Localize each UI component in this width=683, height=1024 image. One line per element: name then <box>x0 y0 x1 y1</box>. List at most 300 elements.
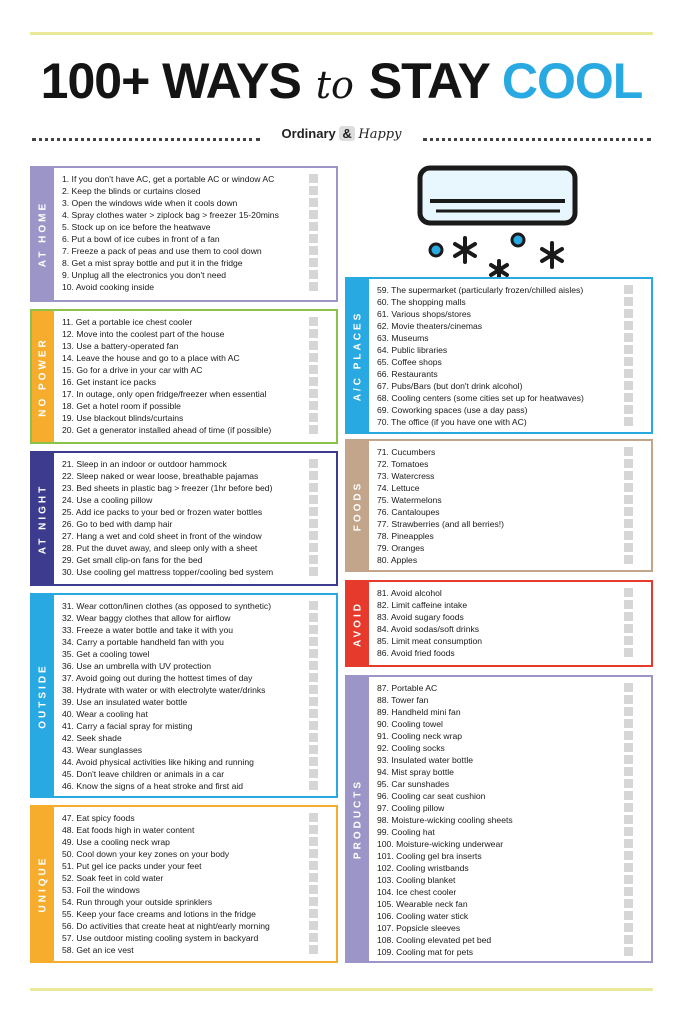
title-part2: STAY <box>368 53 489 109</box>
checkbox[interactable] <box>624 875 633 884</box>
checkbox[interactable] <box>624 309 633 318</box>
checklist-item <box>62 660 318 672</box>
section-outside <box>30 593 338 798</box>
checklist-item-text: 103. Cooling blanket <box>377 875 456 885</box>
checklist-item <box>62 872 318 884</box>
checkbox[interactable] <box>309 507 318 516</box>
checklist-item <box>377 718 633 730</box>
checklist-item <box>377 416 633 428</box>
checklist-item-text: 51. Put gel ice packs under your feet <box>62 861 202 871</box>
checkbox[interactable] <box>309 329 318 338</box>
section-at-home <box>30 166 338 302</box>
checkbox[interactable] <box>309 885 318 894</box>
checkbox[interactable] <box>624 588 633 597</box>
checklist <box>377 446 633 566</box>
checkbox[interactable] <box>624 719 633 728</box>
checklist-item-text: 83. Avoid sugary foods <box>377 612 464 622</box>
checkbox[interactable] <box>624 827 633 836</box>
section-avoid <box>345 580 653 667</box>
checkbox[interactable] <box>309 270 318 279</box>
title-part1: 100+ WAYS <box>40 53 301 109</box>
checklist-item-text: 62. Movie theaters/cinemas <box>377 321 483 331</box>
checkbox[interactable] <box>309 637 318 646</box>
checklist-item-text: 19. Use blackout blinds/curtains <box>62 413 184 423</box>
checklist-item-text: 101. Cooling gel bra inserts <box>377 851 482 861</box>
checkbox[interactable] <box>309 222 318 231</box>
checkbox[interactable] <box>309 601 318 610</box>
checklist-item-text: 89. Handheld mini fan <box>377 707 461 717</box>
checkbox[interactable] <box>309 745 318 754</box>
checkbox[interactable] <box>309 861 318 870</box>
checklist-item-text: 63. Museums <box>377 333 429 343</box>
checkbox[interactable] <box>309 873 318 882</box>
checklist-item-text: 41. Carry a facial spray for misting <box>62 721 193 731</box>
checklist-item <box>62 848 318 860</box>
checklist-item <box>62 245 318 257</box>
checklist <box>62 316 318 436</box>
checklist-item-text: 10. Avoid cooking inside <box>62 282 155 292</box>
checkbox[interactable] <box>624 815 633 824</box>
checkbox[interactable] <box>309 377 318 386</box>
checklist-item <box>377 587 633 599</box>
checkbox[interactable] <box>309 317 318 326</box>
checklist-item-text: 37. Avoid going out during the hottest times of day <box>62 673 253 683</box>
checkbox[interactable] <box>624 393 633 402</box>
checklist-item-text: 71. Cucumbers <box>377 447 436 457</box>
checklist-item <box>377 790 633 802</box>
checklist-item-text: 8. Get a mist spray bottle and put it in the fridge <box>62 258 243 268</box>
checklist-item <box>62 221 318 233</box>
checklist-item <box>377 296 633 308</box>
checkbox[interactable] <box>624 333 633 342</box>
checkbox[interactable] <box>624 471 633 480</box>
checklist-item-text: 109. Cooling mat for pets <box>377 947 474 957</box>
checklist-item <box>377 356 633 368</box>
checkbox[interactable] <box>309 649 318 658</box>
checkbox[interactable] <box>624 405 633 414</box>
checkbox[interactable] <box>624 495 633 504</box>
checkbox[interactable] <box>624 447 633 456</box>
section-products <box>345 675 653 963</box>
checkbox[interactable] <box>309 933 318 942</box>
checklist-item <box>62 732 318 744</box>
checklist-item <box>62 388 318 400</box>
checklist-item-text: 92. Cooling socks <box>377 743 445 753</box>
checkbox[interactable] <box>624 381 633 390</box>
checklist-item <box>377 542 633 554</box>
checkbox[interactable] <box>309 781 318 790</box>
checkbox[interactable] <box>624 507 633 516</box>
checkbox[interactable] <box>309 365 318 374</box>
checkbox[interactable] <box>309 709 318 718</box>
checkbox[interactable] <box>309 246 318 255</box>
checklist-item-text: 43. Wear sunglasses <box>62 745 143 755</box>
checklist <box>377 284 633 428</box>
checkbox[interactable] <box>309 282 318 291</box>
checklist-item-text: 28. Put the duvet away, and sleep only with a sheet <box>62 543 258 553</box>
checklist-item-text: 34. Carry a portable handheld fan with you <box>62 637 224 647</box>
checklist-item-text: 18. Get a hotel room if possible <box>62 401 181 411</box>
checkbox[interactable] <box>624 483 633 492</box>
checklist-item-text: 104. Ice chest cooler <box>377 887 457 897</box>
checklist-item-text: 88. Tower fan <box>377 695 429 705</box>
checklist-item <box>62 269 318 281</box>
checklist-item <box>377 838 633 850</box>
checklist-item <box>377 874 633 886</box>
checklist-item <box>62 860 318 872</box>
top-rule <box>30 32 653 35</box>
checkbox[interactable] <box>309 531 318 540</box>
checklist-item <box>377 332 633 344</box>
checklist-item <box>377 392 633 404</box>
air-conditioner-icon <box>410 165 580 280</box>
checkbox[interactable] <box>309 661 318 670</box>
checklist-item-text: 38. Hydrate with water or with electrolyte water/drinks <box>62 685 266 695</box>
checklist-item <box>377 898 633 910</box>
checklist-item-text: 106. Cooling water stick <box>377 911 469 921</box>
checklist-item-text: 35. Get a cooling towel <box>62 649 150 659</box>
checkbox[interactable] <box>309 921 318 930</box>
checklist-item-text: 21. Sleep in an indoor or outdoor hammock <box>62 459 227 469</box>
checklist-item <box>377 470 633 482</box>
checkbox[interactable] <box>309 769 318 778</box>
checkbox[interactable] <box>309 210 318 219</box>
section-tab <box>32 807 54 961</box>
section-title: FOODS <box>352 480 364 531</box>
checkbox[interactable] <box>309 555 318 564</box>
checklist-item <box>62 328 318 340</box>
checklist-item <box>62 624 318 636</box>
checkbox[interactable] <box>309 757 318 766</box>
section-title: AT HOME <box>37 200 49 268</box>
checklist-item <box>62 612 318 624</box>
checklist-item-text: 55. Keep your face creams and lotions in the fridge <box>62 909 256 919</box>
checkbox[interactable] <box>624 297 633 306</box>
checklist-item-text: 102. Cooling wristbands <box>377 863 469 873</box>
checklist-item <box>377 458 633 470</box>
checklist-item <box>62 708 318 720</box>
checkbox[interactable] <box>309 945 318 954</box>
checklist-item <box>377 647 633 659</box>
checkbox[interactable] <box>309 198 318 207</box>
checkbox[interactable] <box>624 863 633 872</box>
checklist-item <box>62 364 318 376</box>
checkbox[interactable] <box>309 389 318 398</box>
checkbox[interactable] <box>624 369 633 378</box>
checklist <box>62 600 318 792</box>
section-title: AVOID <box>352 600 364 647</box>
checklist-item-text: 78. Pineapples <box>377 531 434 541</box>
checkbox[interactable] <box>309 174 318 183</box>
checklist-item-text: 49. Use a cooling neck wrap <box>62 837 170 847</box>
section-title: AT NIGHT <box>37 483 49 554</box>
checklist-item <box>377 730 633 742</box>
checklist-item-text: 73. Watercress <box>377 471 435 481</box>
checkbox[interactable] <box>309 733 318 742</box>
checkbox[interactable] <box>309 685 318 694</box>
checklist-item-text: 70. The office (if you have one with AC) <box>377 417 527 427</box>
checklist-item <box>62 896 318 908</box>
checklist-item-text: 36. Use an umbrella with UV protection <box>62 661 212 671</box>
checkbox[interactable] <box>309 697 318 706</box>
checkbox[interactable] <box>624 531 633 540</box>
checklist-item <box>377 368 633 380</box>
checklist-item <box>62 209 318 221</box>
checklist-item-text: 48. Eat foods high in water content <box>62 825 195 835</box>
checkbox[interactable] <box>624 779 633 788</box>
checklist-item <box>62 696 318 708</box>
checklist-item <box>62 340 318 352</box>
checklist-item-text: 7. Freeze a pack of peas and use them to cool down <box>62 246 262 256</box>
checklist-item-text: 16. Get instant ice packs <box>62 377 157 387</box>
checklist-item <box>377 766 633 778</box>
checklist-item <box>377 554 633 566</box>
checklist-item <box>377 754 633 766</box>
checklist-item-text: 32. Wear baggy clothes that allow for airflow <box>62 613 231 623</box>
checklist-item <box>62 600 318 612</box>
checklist-item-text: 84. Avoid sodas/soft drinks <box>377 624 480 634</box>
checkbox[interactable] <box>624 707 633 716</box>
checkbox[interactable] <box>309 825 318 834</box>
checklist-item <box>62 281 318 293</box>
checkbox[interactable] <box>309 567 318 576</box>
section-tab <box>347 677 369 961</box>
checklist-item <box>377 742 633 754</box>
section-tab <box>347 279 369 432</box>
checklist-item <box>62 812 318 824</box>
checklist-item-text: 74. Lettuce <box>377 483 420 493</box>
checkbox[interactable] <box>624 543 633 552</box>
checklist-item-text: 86. Avoid fried foods <box>377 648 455 658</box>
checklist-item-text: 67. Pubs/Bars (but don't drink alcohol) <box>377 381 523 391</box>
checklist-item <box>377 320 633 332</box>
checklist-item-text: 54. Run through your outside sprinklers <box>62 897 212 907</box>
checkbox[interactable] <box>624 695 633 704</box>
checklist-item-text: 90. Cooling towel <box>377 719 443 729</box>
checklist <box>62 173 318 293</box>
dotted-divider-right <box>423 138 651 141</box>
checklist-item-text: 31. Wear cotton/linen clothes (as opposed to synthetic) <box>62 601 272 611</box>
checkbox[interactable] <box>624 899 633 908</box>
checklist-item <box>377 850 633 862</box>
checklist-item <box>62 648 318 660</box>
checklist-item <box>377 826 633 838</box>
checkbox[interactable] <box>624 851 633 860</box>
checklist-item <box>377 308 633 320</box>
checkbox[interactable] <box>309 258 318 267</box>
checklist-item <box>377 494 633 506</box>
checklist-item <box>377 344 633 356</box>
checklist-item-text: 23. Bed sheets in plastic bag > freezer (1hr before bed) <box>62 483 273 493</box>
checklist-item-text: 61. Various shops/stores <box>377 309 471 319</box>
checkbox[interactable] <box>309 425 318 434</box>
checkbox[interactable] <box>624 755 633 764</box>
checklist-item-text: 33. Freeze a water bottle and take it with you <box>62 625 234 635</box>
checklist-item-text: 27. Hang a wet and cold sheet in front of the window <box>62 531 262 541</box>
section-no-power <box>30 309 338 444</box>
checklist-item <box>377 611 633 623</box>
checklist-item-text: 13. Use a battery-operated fan <box>62 341 179 351</box>
checklist <box>62 458 318 578</box>
checklist-item <box>62 542 318 554</box>
checkbox[interactable] <box>624 935 633 944</box>
checklist-item-text: 64. Public libraries <box>377 345 448 355</box>
checklist-item <box>62 824 318 836</box>
checklist-item <box>377 934 633 946</box>
checklist-item-text: 52. Soak feet in cold water <box>62 873 164 883</box>
checklist-item-text: 53. Foil the windows <box>62 885 140 895</box>
checklist-item <box>377 814 633 826</box>
checkbox[interactable] <box>624 321 633 330</box>
checklist-item-text: 60. The shopping malls <box>377 297 466 307</box>
checklist-item <box>62 684 318 696</box>
checklist-item-text: 20. Get a generator installed ahead of time (if possible) <box>62 425 272 435</box>
checklist-item-text: 99. Cooling hat <box>377 827 435 837</box>
checkbox[interactable] <box>309 471 318 480</box>
checkbox[interactable] <box>309 186 318 195</box>
checkbox[interactable] <box>309 909 318 918</box>
checkbox[interactable] <box>624 285 633 294</box>
checkbox[interactable] <box>624 459 633 468</box>
checkbox[interactable] <box>624 624 633 633</box>
title-to: to <box>315 63 354 107</box>
checkbox[interactable] <box>309 495 318 504</box>
checklist-item-text: 81. Avoid alcohol <box>377 588 442 598</box>
checklist-item <box>377 886 633 898</box>
checkbox[interactable] <box>309 543 318 552</box>
checkbox[interactable] <box>624 600 633 609</box>
checklist-item <box>62 352 318 364</box>
checklist-item-text: 76. Cantaloupes <box>377 507 440 517</box>
checkbox[interactable] <box>309 353 318 362</box>
checklist-item-text: 56. Do activities that create heat at night/early morning <box>62 921 270 931</box>
brand-amp: & <box>339 126 354 141</box>
checkbox[interactable] <box>309 849 318 858</box>
checkbox[interactable] <box>624 743 633 752</box>
checkbox[interactable] <box>309 459 318 468</box>
checklist-item <box>377 694 633 706</box>
checkbox[interactable] <box>309 613 318 622</box>
checklist-item-text: 59. The supermarket (particularly frozen/chilled aisles) <box>377 285 584 295</box>
checkbox[interactable] <box>309 813 318 822</box>
checkbox[interactable] <box>624 612 633 621</box>
checklist-item-text: 2. Keep the blinds or curtains closed <box>62 186 201 196</box>
checkbox[interactable] <box>309 897 318 906</box>
checklist-item-text: 98. Moisture-wicking cooling sheets <box>377 815 513 825</box>
checklist-item-text: 39. Use an insulated water bottle <box>62 697 188 707</box>
checklist-item-text: 42. Seek shade <box>62 733 122 743</box>
checklist-item <box>62 908 318 920</box>
checklist-item-text: 80. Apples <box>377 555 418 565</box>
checklist-item-text: 68. Cooling centers (some cities set up for heatwaves) <box>377 393 584 403</box>
checkbox[interactable] <box>624 923 633 932</box>
checklist-item <box>62 494 318 506</box>
checklist-item-text: 6. Put a bowl of ice cubes in front of a fan <box>62 234 220 244</box>
checklist-item-text: 100. Moisture-wicking underwear <box>377 839 504 849</box>
checkbox[interactable] <box>624 683 633 692</box>
brand-happy: Happy <box>358 127 402 142</box>
checkbox[interactable] <box>624 767 633 776</box>
checkbox[interactable] <box>309 401 318 410</box>
checklist-item-text: 79. Oranges <box>377 543 425 553</box>
checkbox[interactable] <box>624 417 633 426</box>
dotted-divider-left <box>32 138 260 141</box>
section-foods <box>345 439 653 572</box>
checklist-item <box>377 380 633 392</box>
checkbox[interactable] <box>624 555 633 564</box>
checkbox[interactable] <box>309 234 318 243</box>
checkbox[interactable] <box>624 791 633 800</box>
checkbox[interactable] <box>309 483 318 492</box>
checklist-item-text: 5. Stock up on ice before the heatwave <box>62 222 211 232</box>
checklist-item <box>377 802 633 814</box>
checklist-item <box>377 862 633 874</box>
checkbox[interactable] <box>309 673 318 682</box>
checklist-item-text: 44. Avoid physical activities like hiking and running <box>62 757 254 767</box>
checkbox[interactable] <box>624 519 633 528</box>
checklist-item-text: 24. Use a cooling pillow <box>62 495 153 505</box>
checklist-item <box>62 932 318 944</box>
checkbox[interactable] <box>624 648 633 657</box>
checkbox[interactable] <box>309 341 318 350</box>
checkbox[interactable] <box>309 413 318 422</box>
checklist-item-text: 75. Watermelons <box>377 495 442 505</box>
checkbox[interactable] <box>624 947 633 956</box>
checkbox[interactable] <box>624 911 633 920</box>
checkbox[interactable] <box>624 636 633 645</box>
checklist-item <box>62 506 318 518</box>
checkbox[interactable] <box>624 887 633 896</box>
brand-ordinary: Ordinary <box>281 126 336 141</box>
checkbox[interactable] <box>309 837 318 846</box>
section-tab <box>347 582 369 665</box>
section-title: PRODUCTS <box>352 778 364 860</box>
checklist-item <box>62 424 318 436</box>
checkbox[interactable] <box>309 625 318 634</box>
checklist-item-text: 95. Car sunshades <box>377 779 450 789</box>
checkbox[interactable] <box>624 803 633 812</box>
checklist-item <box>62 458 318 470</box>
checklist-item-text: 87. Portable AC <box>377 683 438 693</box>
checklist-item <box>62 412 318 424</box>
checkbox[interactable] <box>624 357 633 366</box>
checklist-item <box>62 744 318 756</box>
checkbox[interactable] <box>624 839 633 848</box>
checklist-item <box>377 506 633 518</box>
checklist-item-text: 94. Mist spray bottle <box>377 767 454 777</box>
checkbox[interactable] <box>624 345 633 354</box>
section-title: NO POWER <box>37 336 49 417</box>
checklist-item <box>377 599 633 611</box>
checkbox[interactable] <box>624 731 633 740</box>
checklist-item <box>62 636 318 648</box>
checklist-item-text: 69. Coworking spaces (use a day pass) <box>377 405 528 415</box>
checklist-item <box>62 672 318 684</box>
checklist-item-text: 107. Popsicle sleeves <box>377 923 461 933</box>
checklist-item-text: 30. Use cooling gel mattress topper/cooling bed system <box>62 567 274 577</box>
checkbox[interactable] <box>309 721 318 730</box>
checklist-item <box>62 185 318 197</box>
checklist-item-text: 66. Restaurants <box>377 369 438 379</box>
checklist-item-text: 9. Unplug all the electronics you don't need <box>62 270 227 280</box>
checklist-item-text: 40. Wear a cooling hat <box>62 709 148 719</box>
checklist-item-text: 1. If you don't have AC, get a portable AC or window AC <box>62 174 275 184</box>
checkbox[interactable] <box>309 519 318 528</box>
checklist-item <box>62 566 318 578</box>
snowflake-icon <box>455 238 562 279</box>
checklist-item <box>62 920 318 932</box>
checklist-item <box>62 197 318 209</box>
